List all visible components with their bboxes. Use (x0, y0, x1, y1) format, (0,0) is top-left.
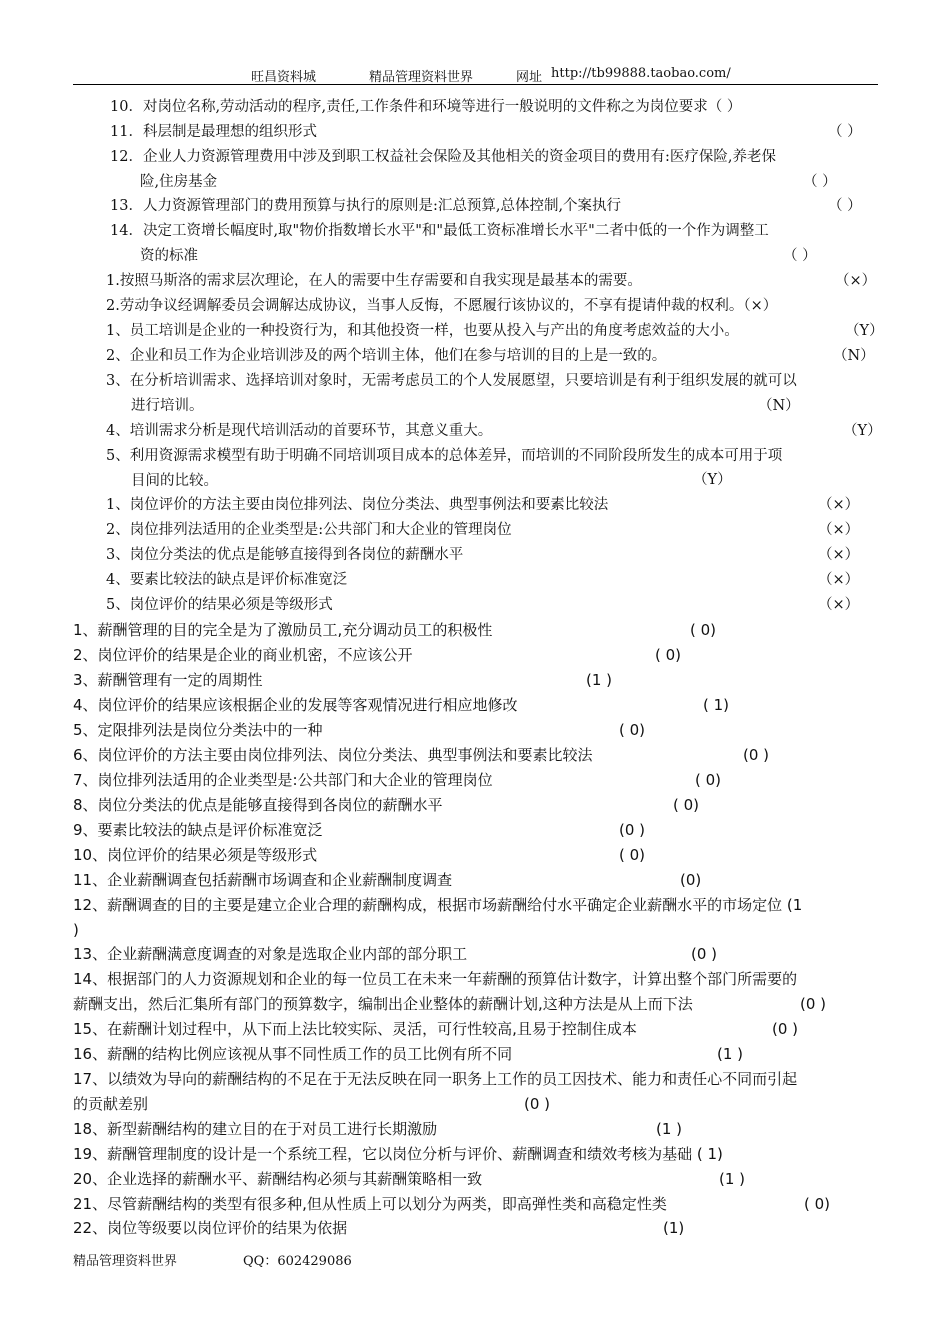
answer-mark: （ ） (803, 174, 837, 190)
answer-mark: （Y） (843, 423, 882, 439)
question-text: 5、定限排列法是岗位分类法中的一种 (73, 721, 323, 739)
answer-mark: （Y） (693, 472, 732, 488)
question-item (73, 145, 880, 195)
question-item (73, 1017, 880, 1042)
question-text: 22、岗位等级要以岗位评价的结果为依据 (73, 1219, 348, 1237)
question-text: 1.按照马斯洛的需求层次理论，在人的需要中生存需要和自我实现是最基本的需要。 (106, 273, 642, 289)
question-item (73, 768, 880, 793)
question-text: 5、利用资源需求模型有助于明确不同培训项目成本的总体差异，而培训的不同阶段所发生的成本可用于项 (106, 448, 783, 464)
answer-mark: （×） (818, 522, 860, 538)
answer-mark: (0 ) (800, 995, 827, 1013)
question-text: 10、岗位评价的结果必须是等级形式 (73, 846, 318, 864)
question-item (73, 95, 880, 120)
answer-mark: （ ） (783, 248, 817, 264)
question-text: 9、要素比较法的缺点是评价标准宽泛 (73, 821, 323, 839)
answer-mark: （ ） (828, 124, 862, 140)
answer-mark: (0 ) (524, 1095, 551, 1113)
question-text: 3、薪酬管理有一定的周期性 (73, 671, 263, 689)
question-item (73, 319, 880, 344)
question-item (73, 419, 880, 444)
question-item (73, 1216, 880, 1241)
question-item (73, 793, 880, 818)
question-text: 3、在分析培训需求、选择培训对象时，无需考虑员工的个人发展愿望，只要培训是有利于组织发展的就可以 (106, 373, 797, 389)
question-item (73, 643, 880, 668)
answer-mark: (0 ) (619, 821, 646, 839)
question-item (73, 618, 880, 643)
answer-mark: (0 ) (772, 1020, 799, 1038)
question-item (73, 269, 880, 294)
question-item (73, 518, 880, 543)
question-item (73, 194, 880, 219)
answer-mark: ( 0) (619, 721, 646, 739)
question-item (73, 543, 880, 568)
question-text: 5、岗位评价的结果必须是等级形式 (106, 597, 333, 613)
question-text: 11．科层制是最理想的组织形式 (110, 124, 317, 140)
answer-mark: (0) (680, 871, 702, 889)
question-item (73, 568, 880, 593)
question-text: 4、培训需求分析是现代培训活动的首要环节，其意义重大。 (106, 423, 493, 439)
question-item (73, 942, 880, 967)
answer-mark: （N） (833, 348, 875, 364)
question-text-continuation: 目间的比较。 (131, 473, 218, 489)
question-item (73, 1117, 880, 1142)
question-item (73, 120, 880, 145)
question-item (73, 967, 880, 1017)
answer-mark: (1 ) (717, 1045, 744, 1063)
answer-mark: （×） (818, 597, 860, 613)
question-text: 14、根据部门的人力资源规划和企业的每一位员工在未来一年薪酬的预算估计数字，计算出整个部门所需要的 (73, 970, 798, 988)
answer-mark: （N） (758, 398, 800, 414)
question-text: 20、企业选择的薪酬水平、薪酬结构必须与其薪酬策略相一致 (73, 1170, 483, 1188)
question-text: 19、薪酬管理制度的设计是一个系统工程，它以岗位分析与评价、薪酬调查和绩效考核为基础 ( 1) (73, 1145, 723, 1163)
question-text: 1、岗位评价的方法主要由岗位排列法、岗位分类法、典型事例法和要素比较法 (106, 497, 609, 513)
question-text: 12、薪酬调查的目的主要是建立企业合理的薪酬构成，根据市场薪酬给付水平确定企业薪酬水平的市场定位 (1 (73, 896, 803, 914)
question-text: 1、薪酬管理的目的完全是为了激励员工,充分调动员工的积极性 (73, 621, 493, 639)
question-text: 8、岗位分类法的优点是能够直接得到各岗位的薪酬水平 (73, 796, 443, 814)
question-text: 2、企业和员工作为企业培训涉及的两个培训主体，他们在参与培训的目的上是一致的。 (106, 348, 667, 364)
answer-mark: （×） (835, 273, 877, 289)
question-item (73, 1142, 880, 1167)
question-text: 4、要素比较法的缺点是评价标准宽泛 (106, 572, 348, 588)
question-text: 13、企业薪酬满意度调查的对象是选取企业内部的部分职工 (73, 945, 468, 963)
question-item (73, 294, 880, 319)
question-item (73, 1067, 880, 1117)
question-item (73, 693, 880, 718)
question-text: 16、薪酬的结构比例应该视从事不同性质工作的员工比例有所不同 (73, 1045, 513, 1063)
answer-mark: （×） (818, 547, 860, 563)
question-item (73, 818, 880, 843)
question-text: 12．企业人力资源管理费用中涉及到职工权益社会保险及其他相关的资金项目的费用有:医疗保险,养老保 (110, 149, 776, 165)
footer-qq: QQ：602429086 (243, 1254, 352, 1269)
header-brand: 精品管理资料世界 (369, 70, 474, 85)
question-text: 14．决定工资增长幅度时,取"物价指数增长水平"和"最低工资标准增长水平"二者中低的一个作为调整工 (110, 223, 769, 239)
answer-mark: ( 0) (673, 796, 700, 814)
question-item (73, 843, 880, 868)
question-text: 7、岗位排列法适用的企业类型是:公共部门和大企业的管理岗位 (73, 771, 493, 789)
question-item (73, 1167, 880, 1192)
question-text: 13．人力资源管理部门的费用预算与执行的原则是:汇总预算,总体控制,个案执行 (110, 198, 622, 214)
question-text: 4、岗位评价的结果应该根据企业的发展等客观情况进行相应地修改 (73, 696, 518, 714)
question-item (73, 493, 880, 518)
question-item (73, 893, 880, 943)
answer-mark: (1 ) (719, 1170, 746, 1188)
question-item (73, 668, 880, 693)
question-text: 6、岗位评价的方法主要由岗位排列法、岗位分类法、典型事例法和要素比较法 (73, 746, 593, 764)
question-text: 21、尽管薪酬结构的类型有很多种,但从性质上可以划分为两类，即高弹性类和高稳定性类 (73, 1195, 667, 1213)
page-header (73, 62, 878, 85)
question-text: 2、岗位评价的结果是企业的商业机密，不应该公开 (73, 646, 413, 664)
answer-mark: (1) (663, 1219, 685, 1237)
answer-mark: (1 ) (656, 1120, 683, 1138)
question-text: 2.劳动争议经调解委员会调解达成协议，当事人反悔，不愿履行该协议的，不享有提请仲裁的权利。（×） (106, 298, 778, 314)
footer-brand: 精品管理资料世界 (73, 1254, 178, 1269)
question-text: 18、新型薪酬结构的建立目的在于对员工进行长期激励 (73, 1120, 438, 1138)
header-url-label: 网址 (516, 70, 543, 85)
question-text: 3、岗位分类法的优点是能够直接得到各岗位的薪酬水平 (106, 547, 464, 563)
question-text: 1、员工培训是企业的一种投资行为，和其他投资一样，也要从投入与产出的角度考虑效益的大小。 (106, 323, 739, 339)
answer-mark: ( 1) (703, 696, 730, 714)
question-item (73, 444, 880, 494)
answer-mark: (0 ) (691, 945, 718, 963)
answer-mark: （×） (818, 497, 860, 513)
question-text: 15、在薪酬计划过程中，从下而上法比较实际、灵活，可行性较高,且易于控制住成本 (73, 1020, 637, 1038)
question-text-continuation: ) (73, 921, 79, 939)
question-text-continuation: 险,住房基金 (140, 174, 218, 190)
question-item (73, 718, 880, 743)
question-item (73, 1192, 880, 1217)
header-url-link[interactable]: http://tb99888.taobao.com/ (551, 66, 731, 81)
question-item (73, 868, 880, 893)
question-item (73, 219, 880, 269)
answer-mark: （Y） (845, 323, 884, 339)
answer-mark: （×） (818, 572, 860, 588)
question-item (73, 1042, 880, 1067)
question-text-continuation: 进行培训。 (131, 398, 204, 414)
question-text-continuation: 薪酬支出，然后汇集所有部门的预算数字，编制出企业整体的薪酬计划,这种方法是从上而下法 (73, 995, 693, 1013)
question-text: 2、岗位排列法适用的企业类型是:公共部门和大企业的管理岗位 (106, 522, 512, 538)
question-item (73, 344, 880, 369)
question-text: 11、企业薪酬调查包括薪酬市场调查和企业薪酬制度调查 (73, 871, 453, 889)
answer-mark: ( 0) (690, 621, 717, 639)
answer-mark: (0 ) (743, 746, 770, 764)
answer-mark: (1 ) (586, 671, 613, 689)
answer-mark: ( 0) (655, 646, 682, 664)
answer-mark: ( 0) (619, 846, 646, 864)
header-site-name: 旺昌资料城 (251, 70, 317, 85)
question-text-continuation: 的贡献差别 (73, 1095, 149, 1113)
question-text-continuation: 资的标准 (140, 248, 198, 264)
answer-mark: （ ） (828, 198, 862, 214)
answer-mark: ( 0) (695, 771, 722, 789)
question-item (73, 593, 880, 618)
question-text: 17、以绩效为导向的薪酬结构的不足在于无法反映在同一职务上工作的员工因技术、能力和责任心不同而引起 (73, 1070, 798, 1088)
question-text: 10．对岗位名称,劳动活动的程序,责任,工作条件和环境等进行一般说明的文件称之为岗位要求（ ） (110, 99, 742, 115)
answer-mark: ( 0) (804, 1195, 831, 1213)
